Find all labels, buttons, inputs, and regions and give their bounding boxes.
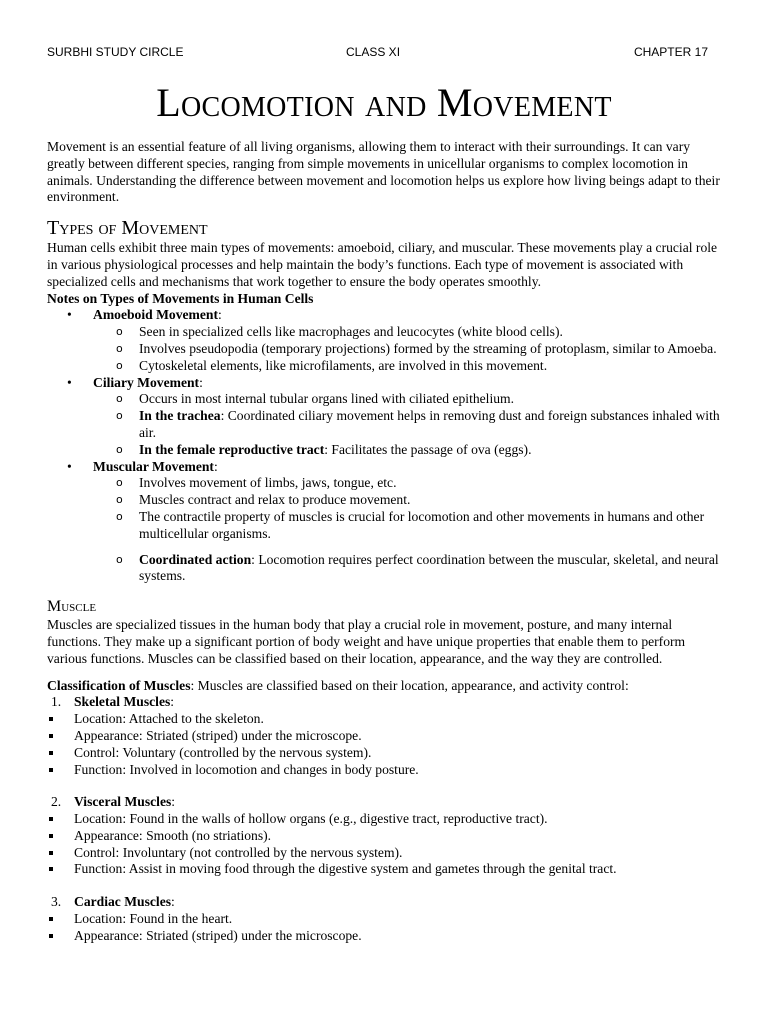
list-item: Appearance: Striated (striped) under the microscope. [47,728,723,745]
list-item [93,442,723,459]
list-item: Appearance: Smooth (no striations). [47,828,723,845]
list-item-amoeboid: • Amoeboid Movement: o Seen in specialized cells like macrophages and leucocytes (white blood cells). o Involves pseudopodia (temporary projections) formed by the streaming of protoplasm, similar to Amoeba. o Cytoskeletal elements, like microfilaments, are involved in this movement. [47,307,723,374]
notes-heading: Notes on Types of Movements in Human Cells [47,290,314,306]
amoeboid-label: Amoeboid Movement [93,307,218,323]
intro-paragraph: Movement is an essential feature of all living organisms, allowing them to interact with their surroundings. It can vary greatly between different species, ranging from simple movements in unicellular organisms to complex locomotion in animals. Understanding the difference between movement and locomotion helps us explore how living beings adapt to their environment. [47,139,720,205]
cardiac-label: Cardiac Muscles [74,894,172,910]
list-item: o Occurs in most internal tubular organs lined with ciliated epithelium. [93,391,723,408]
amoeboid-sublist [93,324,723,374]
trachea-text: : Coordinated ciliary movement helps in removing dust and foreign substances inhaled with air. [139,408,720,440]
list-item: Control: Voluntary (controlled by the nervous system). [47,745,723,762]
skeletal-label: Skeletal Muscles [74,694,171,710]
ciliary-sublist [93,391,723,458]
muscle-heading: Muscle [47,598,97,616]
muscle-paragraph: Muscles are specialized tissues in the human body that play a crucial role in movement, posture, and many internal functions. They make up a significant portion of body weight and have unique properties that enable them to perform various functions. Muscles can be classified based on their location, appearance, and the way they are controlled. [47,617,686,666]
header-center: CLASS XI [346,45,401,59]
types-heading: Types of Movement [47,217,208,240]
visceral-list [47,811,723,878]
muscular-label: Muscular Movement [93,458,214,474]
list-item: Location: Found in the heart. [47,911,723,928]
list-item: o Involves movement of limbs, jaws, tongue, etc. [93,475,723,492]
cardiac-muscles-item: 3. Cardiac Muscles: [51,894,175,910]
list-item: Appearance: Striated (striped) under the microscope. [47,928,723,945]
reproductive-tract-text: : Facilitates the passage of ova (eggs). [324,441,532,457]
document-body [47,139,723,945]
classification-label: Classification of Muscles [47,677,191,693]
list-item-ciliary: • Ciliary Movement: o Occurs in most internal tubular organs lined with ciliated epithelium. o In the trachea: Coordinated ciliary movement helps in removing dust and foreign substances inhaled with air. o In the female reproductive tract: Facilitates the passage of ova (eggs). [47,375,723,459]
list-item: Location: Attached to the skeleton. [47,711,723,728]
list-item: o Cytoskeletal elements, like microfilaments, are involved in this movement. [93,358,723,375]
ciliary-label: Ciliary Movement [93,374,200,390]
list-number: 1. [51,694,62,710]
movement-types-list [47,307,723,585]
list-item [93,552,723,586]
page-title: Locomotion and Movement [156,80,612,125]
list-item: Function: Involved in locomotion and changes in body posture. [47,762,723,779]
header-right: CHAPTER 17 [633,45,708,59]
visceral-label: Visceral Muscles [74,794,172,810]
list-item: Function: Assist in moving food through the digestive system and gametes through the genital tract. [47,861,723,878]
list-item [93,408,723,442]
list-number: 2. [51,794,62,810]
coordinated-action-text: : Locomotion requires perfect coordination between the muscular, skeletal, and neural systems. [139,551,719,584]
list-item: o Seen in specialized cells like macrophages and leucocytes (white blood cells). [93,324,723,341]
skeletal-list [47,711,723,778]
classification-text: : Muscles are classified based on their location, appearance, and activity control: [190,677,629,693]
list-item: Control: Involuntary (not controlled by the nervous system). [47,845,723,862]
types-paragraph: Human cells exhibit three main types of movements: amoeboid, ciliary, and muscular. These movements play a crucial role in various physiological processes and help maintain the body’s functions. Each type of movement is associated with specialized cells and mechanisms that work together to ensure the body operates smoothly. [47,240,718,289]
coordinated-action-label: Coordinated action [139,551,252,567]
skeletal-muscles-item: 1. Skeletal Muscles: [51,694,175,710]
trachea-label: In the trachea [139,408,221,424]
list-number: 3. [51,894,62,910]
header-left: SURBHI STUDY CIRCLE [47,45,184,59]
muscular-sublist [93,475,723,585]
classification-paragraph [47,678,723,695]
list-item: o The contractile property of muscles is crucial for locomotion and other movements in humans and other multicellular organisms. [93,509,723,543]
list-item: Location: Found in the walls of hollow organs (e.g., digestive tract, reproductive tract). [47,811,723,828]
list-item: o Involves pseudopodia (temporary projections) formed by the streaming of protoplasm, similar to Amoeba. [93,341,723,358]
visceral-muscles-item: 2. Visceral Muscles: [51,794,176,810]
list-item-muscular: • Muscular Movement: o Involves movement of limbs, jaws, tongue, etc. o Muscles contract and relax to produce movement. o The contractile property of muscles is crucial for locomotion and other movements in humans and other multicellular organisms. o Coordinated action: Locomotion requires perfect coordination between the muscular, skeletal, and neural systems. [47,459,723,586]
list-item: o Muscles contract and relax to produce movement. [93,492,723,509]
cardiac-list [47,911,723,945]
reproductive-tract-label: In the female reproductive tract [139,441,325,457]
